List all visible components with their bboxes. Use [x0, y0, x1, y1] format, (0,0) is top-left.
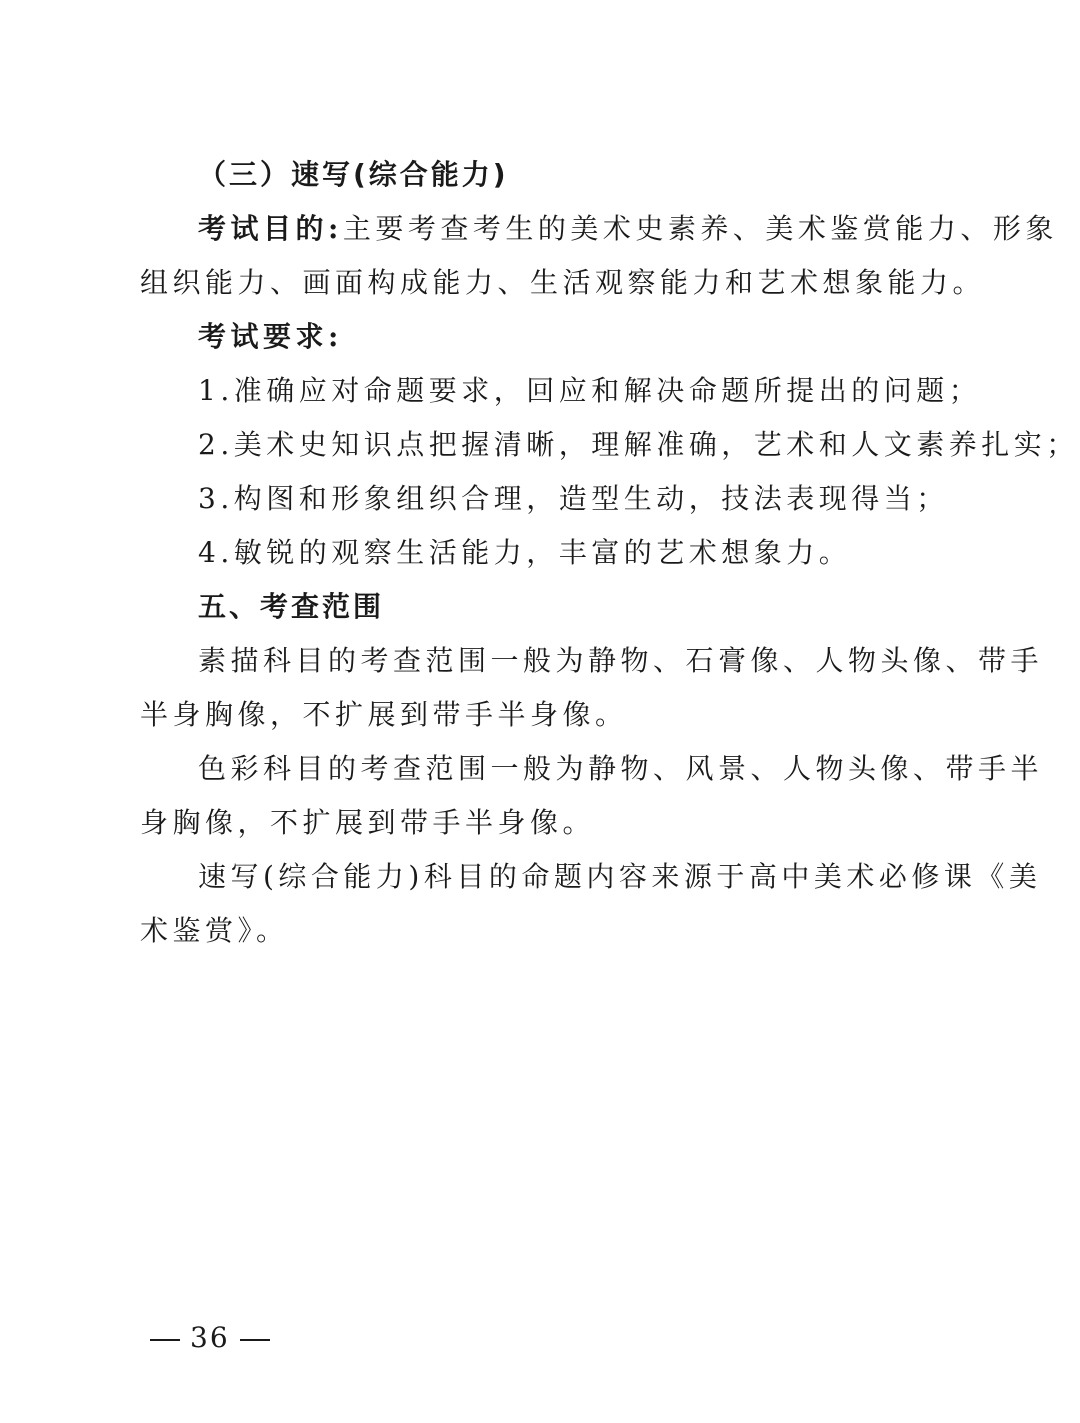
requirement-item-1: 1.准确应对命题要求，回应和解决命题所提出的问题； [198, 374, 982, 407]
scope-color-line2: 身胸像，不扩展到带手半身像。 [140, 806, 596, 839]
scope-color-line1: 色彩科目的考查范围一般为静物、风景、人物头像、带手半 [198, 752, 1044, 785]
purpose-paragraph-line1 [140, 202, 1058, 256]
purpose-label: 考试目的: [198, 212, 343, 245]
section-title: （三）速写(综合能力) [198, 158, 509, 191]
page-number: 36 [190, 1321, 230, 1354]
page-content [140, 148, 1079, 958]
scope-speed-line1: 速写(综合能力)科目的命题内容来源于高中美术必修课《美 [198, 860, 1042, 893]
requirement-item-3: 3.构图和形象组织合理，造型生动，技法表现得当； [198, 482, 949, 515]
scope-sketch-line1: 素描科目的考查范围一般为静物、石膏像、人物头像、带手 [198, 644, 1044, 677]
scope-sketch-line2: 半身胸像，不扩展到带手半身像。 [140, 698, 628, 731]
requirement-item-2: 2.美术史知识点把握清晰，理解准确，艺术和人文素养扎实； [198, 428, 1079, 461]
dash-right-icon [240, 1339, 270, 1341]
requirement-item-4: 4.敏锐的观察生活能力，丰富的艺术想象力。 [198, 536, 852, 569]
scope-speed-line2: 术鉴赏》。 [140, 914, 289, 947]
requirements-label: 考试要求: [198, 320, 343, 353]
purpose-text-2: 组织能力、画面构成能力、生活观察能力和艺术想象能力。 [140, 266, 986, 299]
purpose-text-1: 主要考查考生的美术史素养、美术鉴赏能力、形象 [342, 212, 1058, 245]
scope-heading: 五、考查范围 [198, 590, 385, 623]
dash-left-icon [150, 1339, 180, 1341]
page-footer [140, 1318, 280, 1358]
